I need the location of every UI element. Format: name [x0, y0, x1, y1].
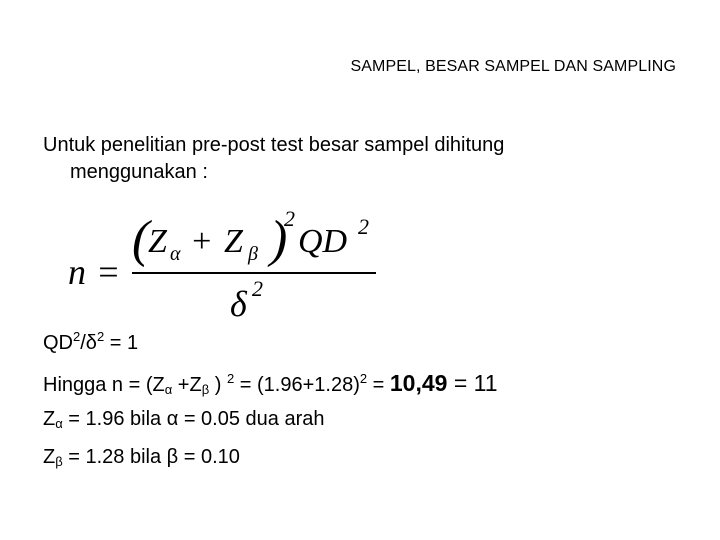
hingga-exp: 2 [226, 371, 235, 386]
hingga-line [43, 370, 498, 397]
z-beta-symbol: Z [224, 223, 243, 260]
z-alpha-symbol: Z [148, 223, 167, 260]
formula-n: n [68, 252, 86, 292]
zbeta-sub: β [55, 454, 63, 469]
ratio-exp-2: 2 [96, 329, 105, 344]
plus-sign: + [190, 223, 213, 260]
numerator-exponent: 2 [284, 206, 295, 231]
sample-size-formula [60, 196, 400, 326]
hingga-exp-2: 2 [359, 371, 368, 386]
slide-title: SAMPEL, BESAR SAMPEL DAN SAMPLING [350, 58, 676, 75]
ratio-prefix: QD [43, 332, 73, 354]
close-paren: ) [270, 211, 288, 268]
ratio-slash: /δ [80, 332, 97, 354]
zbeta-line [43, 446, 240, 469]
formula-denominator [230, 276, 263, 324]
zalpha-text: = 1.96 bila [62, 408, 167, 430]
hingga-eq-3: = [447, 370, 474, 396]
zalpha-z: Z [43, 408, 56, 430]
beta-subscript: β [248, 243, 258, 265]
zalpha-symbol: α [166, 408, 179, 430]
hingga-beta: β [201, 382, 210, 397]
alpha-subscript: α [170, 243, 181, 265]
zalpha-rest: = 0.05 dua arah [178, 408, 325, 430]
open-paren: ( [132, 211, 150, 268]
zbeta-z: Z [43, 446, 56, 468]
hingga-close: ) [209, 374, 227, 396]
ratio-rest: = 1 [104, 332, 139, 354]
delta-symbol: δ [230, 284, 247, 324]
ratio-line [43, 329, 139, 355]
hingga-prefix: Hingga n = (Z [43, 374, 165, 396]
hingga-eq: = (1.96+1.28) [234, 374, 360, 396]
zbeta-symbol: β [166, 446, 179, 468]
zbeta-rest: = 0.10 [178, 446, 240, 468]
intro-line-1: Untuk penelitian pre-post test besar sampel dihitung [43, 134, 505, 156]
hingga-plus: +Z [172, 374, 202, 396]
hingga-eq-2: = [367, 374, 390, 396]
zalpha-line [43, 408, 325, 431]
ratio-exp-1: 2 [73, 329, 81, 344]
zalpha-sub: α [55, 416, 63, 431]
formula-equals: = [96, 252, 121, 292]
delta-exponent: 2 [252, 276, 263, 301]
hingga-alpha: α [164, 382, 173, 397]
intro-text [43, 132, 643, 186]
zbeta-text: = 1.28 bila [62, 446, 167, 468]
formula-numerator [132, 206, 369, 268]
qd-symbol: QD [298, 223, 348, 260]
intro-line-2: menggunakan : [70, 161, 208, 183]
hingga-result: 10,49 [389, 370, 448, 396]
hingga-rounded: 11 [473, 370, 498, 396]
qd-exponent: 2 [358, 214, 369, 239]
